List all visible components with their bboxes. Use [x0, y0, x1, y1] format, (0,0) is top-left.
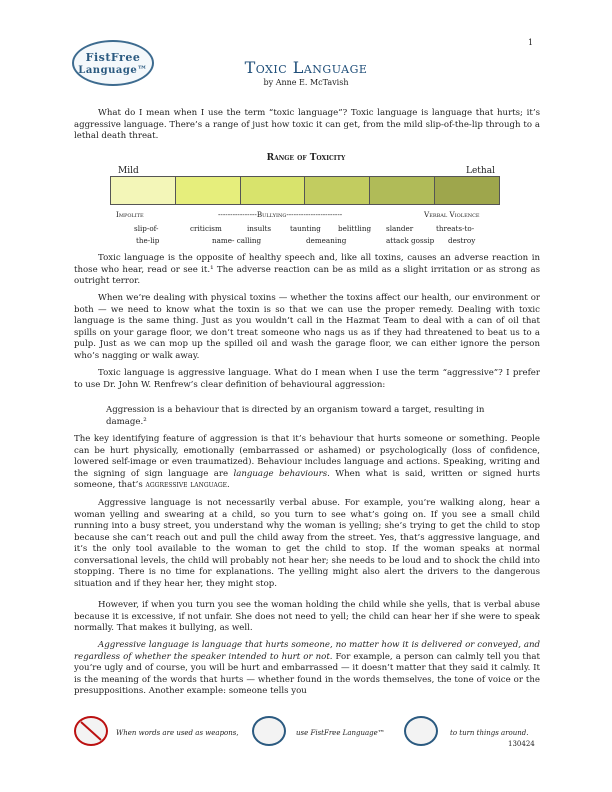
- byline: by Anne E. McTavish: [263, 78, 349, 87]
- aggression-definition-quote: [106, 404, 526, 428]
- scale-cell: [176, 177, 241, 204]
- p4-text-c: .: [227, 480, 230, 490]
- term: destroy: [448, 236, 476, 245]
- p7-emphasis: Aggressive language is language that hurts someone, no matter how it is delivered or conveyed, and regardless of whether the speaker intended to hurt or not.: [74, 640, 540, 662]
- logo-line-2: Language™: [78, 65, 148, 76]
- range-title: Range of Toxicity: [266, 153, 346, 163]
- scale-mild-label: Mild: [118, 166, 139, 176]
- paragraph-not-verbal-abuse: Aggressive language is not necessarily verbal abuse. For example, you’re walking along, hear a woman yelling and swearing at a child, so you turn to see what’s going on. If you see a small child running into a busy street, you understand why the woman is yelling; she’s trying to get the child to stop because she can’t reach out and pull the child away from the street. Yes, that’s aggressive language, and it’s the only tool available to the woman to get the child to stop. If the woman speaks at normal conversational levels, the child will probably not hear her; she needs to be loud and to shock the child into stopping. There is no time for explanations. The yelling might also alert the drivers to the dangerous situation and if they hear her, they might stop.: [74, 498, 540, 589]
- term: name- calling: [212, 236, 262, 245]
- term: attack gossip: [386, 236, 435, 245]
- paragraph-physical-toxins: When we’re dealing with physical toxins — whether the toxins affect our health, our environment or both — we need to know what the toxin is so that we can use the proper remedy. Dealing with toxic language is the same thing. Just as you wouldn’t call in the Hazmat Team to deal with a can of oil that spills on your garage floor, we don’t treat someone who nags us as if they had threatened to beat us to a pulp. Just as we can mop up the spilled oil and wash the garage floor, we can either ignore the person who’s nagging or walk away.: [74, 293, 540, 361]
- term: criticism: [190, 224, 222, 233]
- term: slander: [386, 224, 414, 233]
- scale-cell: [241, 177, 306, 204]
- fist-prohibited-icon: [74, 716, 108, 746]
- footer-text-3: to turn things around.: [450, 729, 529, 737]
- page-number: 1: [528, 38, 534, 47]
- paragraph-definition: [74, 640, 540, 698]
- category-bullying: ----------------Bullying-----------------------: [218, 210, 343, 219]
- scale-cell: [111, 177, 176, 204]
- p7-text: For example, a person can calmly tell you that you’re ugly and of course, you will be hurt and embarrassed — it doesn’t matter that they said it calmly. It is the meaning of the words that hurts — whether found in the words themselves, the tone of voice or the presuppositions. Another example: someone tells you: [74, 651, 540, 696]
- paragraph-toxic-opposite: Toxic language is the opposite of healthy speech and, like all toxins, causes an adverse reaction in those who hear, read or see it.¹ The adverse reaction can be as mild as a slight irritation or as strong as outright terror.: [74, 253, 540, 286]
- scale-cell: [435, 177, 499, 204]
- p4-text-b: . When what is said, written or signed hurts someone, that’s: [74, 468, 541, 490]
- p4-small-caps: aggressive language: [145, 480, 228, 490]
- paragraph-aggressive-language: Toxic language is aggressive language. What do I mean when I use the term “aggressive”? I prefer to use Dr. John W. Renfrew’s clear definition of behavioural aggression:: [74, 368, 540, 390]
- category-impolite: Impolite: [116, 210, 144, 219]
- scale-lethal-label: Lethal: [466, 166, 495, 176]
- term: the-lip: [136, 236, 160, 245]
- quote-text: Aggression is a behaviour that is directed by an organism toward a target, resulting in damage.²: [106, 405, 485, 427]
- fistfree-logo-icon: [252, 716, 286, 746]
- term: taunting: [290, 224, 321, 233]
- footer-text-1: When words are used as weapons,: [116, 729, 239, 737]
- footer-text-2: use FistFree Language™: [296, 729, 385, 737]
- scale-cell: [370, 177, 435, 204]
- term: threats-to-: [436, 224, 475, 233]
- term: slip-of-: [134, 224, 159, 233]
- paragraph-excessive: However, if when you turn you see the woman holding the child while she yells, that is verbal abuse because it is excessive, if not unfair. She does not need to yell; the child can hear her if she were to speak normally. That makes it bullying, as well.: [74, 600, 540, 633]
- toxicity-scale: [110, 176, 500, 205]
- footer: [74, 716, 544, 750]
- paragraph-key-feature: [74, 434, 540, 492]
- term: insults: [247, 224, 272, 233]
- term: belittling: [338, 224, 372, 233]
- page-title: Toxic Language: [244, 58, 368, 77]
- category-verbal-violence: Verbal Violence: [424, 210, 480, 219]
- intro-paragraph: What do I mean when I use the term “toxic language”? Toxic language is language that hurts; it’s aggressive language. There’s a range of just how toxic it can get, from the mild slip-of-the-lip through to a lethal death threat.: [74, 108, 540, 141]
- document-code: 130424: [508, 740, 535, 748]
- p4-emphasis: language behaviours: [233, 468, 328, 479]
- p4-text-a: The key identifying feature of aggression is that it’s behaviour that hurts someone or something. People can be hurt physically, emotionally (embarrassed or ashamed) or psychologically (loss of confidence, lowered self-image or even traumatized). Behaviour includes language and actions. Speaking, writing and the signing of sign language are: [74, 434, 540, 479]
- logo-line-1: FistFree: [85, 51, 141, 64]
- open-hand-icon: [404, 716, 438, 746]
- term: demeaning: [306, 236, 347, 245]
- scale-cell: [305, 177, 370, 204]
